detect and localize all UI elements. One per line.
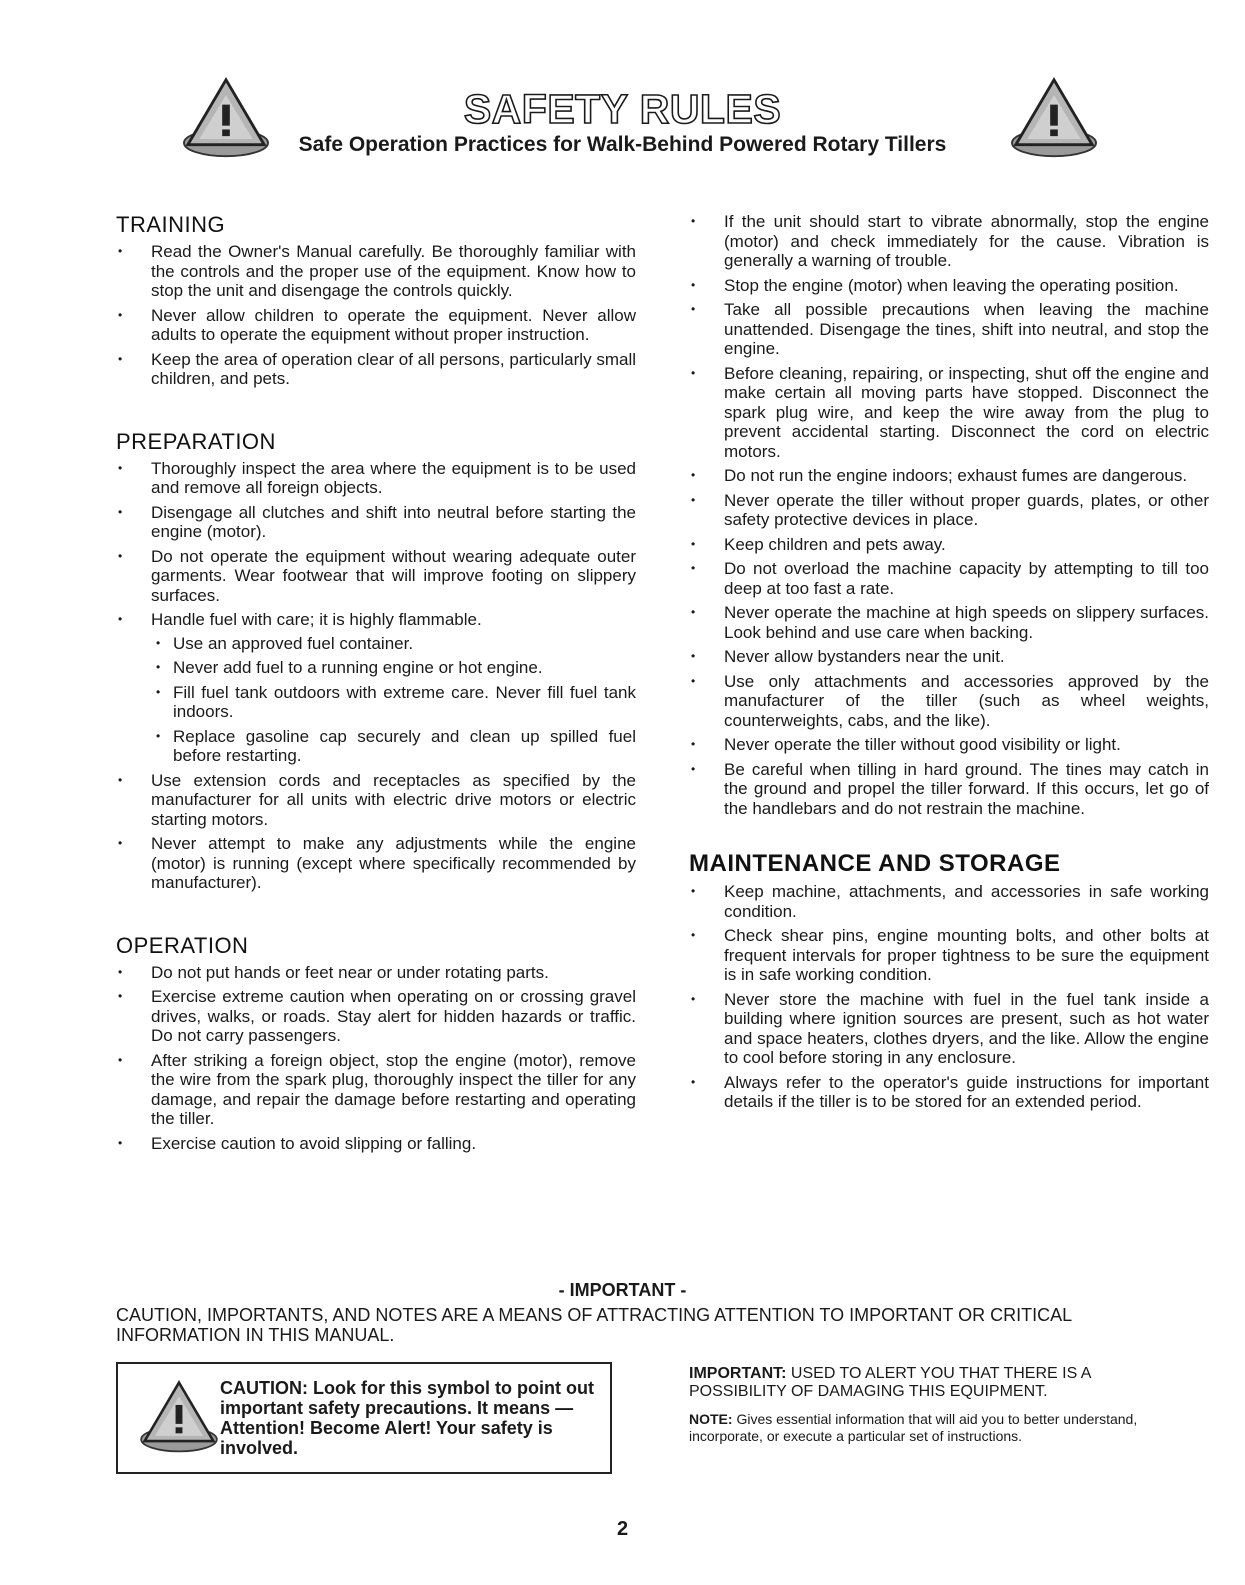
list-item: • Read the Owner's Manual carefully. Be thoroughly familiar with the controls and the proper use of the equipment. Know how to stop the unit and disengage the controls quickly.: [116, 242, 636, 301]
maintenance-section: [689, 850, 1209, 1112]
list-item: • Before cleaning, repairing, or inspecting, shut off the engine and make certain all moving parts have stopped. Disconnect the spark plug wire, and keep the wire away from the plug to prevent accidental starting. Disconnect the cord on electric motors.: [689, 364, 1209, 462]
list-item-text: Handle fuel with care; it is highly flammable.: [151, 610, 482, 629]
maintenance-heading: MAINTENANCE AND STORAGE: [689, 850, 1061, 877]
caution-box: [116, 1362, 612, 1474]
right-column: [689, 212, 1209, 1138]
important-note-text: USED TO ALERT YOU THAT THERE IS A POSSIBILITY OF DAMAGING THIS EQUIPMENT.: [689, 1365, 1091, 1400]
list-item: • After striking a foreign object, stop the engine (motor), remove the wire from the spark plug, thoroughly inspect the tiller for any damage, and repair the damage before restarting and operating the tiller.: [116, 1051, 636, 1129]
preparation-section: [116, 429, 636, 893]
left-column: [116, 212, 636, 1179]
preparation-heading: PREPARATION: [116, 428, 276, 454]
page-header: [0, 70, 1245, 170]
notes-block: [689, 1365, 1189, 1455]
page-title: SAFETY RULES: [463, 86, 782, 132]
warning-triangle-icon: [136, 1378, 222, 1456]
list-item: • Exercise caution to avoid slipping or falling.: [116, 1134, 636, 1154]
sub-list-item: • Replace gasoline cap securely and clean up spilled fuel before restarting.: [151, 727, 636, 766]
list-item: • Use only attachments and accessories approved by the manufacturer of the tiller (such as wheel weights, counterweights, cabs, and the like).: [689, 672, 1209, 731]
sub-list-item: • Fill fuel tank outdoors with extreme care. Never fill fuel tank indoors.: [151, 683, 636, 722]
important-body: CAUTION, IMPORTANTS, AND NOTES ARE A MEANS OF ATTRACTING ATTENTION TO IMPORTANT OR CRITICAL INFORMATION IN THIS MANUAL.: [116, 1305, 1072, 1345]
list-item: • Do not run the engine indoors; exhaust fumes are dangerous.: [689, 466, 1209, 486]
list-item: • Never allow children to operate the equipment. Never allow adults to operate the equipment without proper instruction.: [116, 306, 636, 345]
list-item: • Be careful when tilling in hard ground. The tines may catch in the ground and propel the tiller forward. If this occurs, let go of the handlebars and do not restrain the machine.: [689, 760, 1209, 819]
list-item: • Thoroughly inspect the area where the equipment is to be used and remove all foreign objects.: [116, 459, 636, 498]
operation-section: [116, 933, 636, 1154]
warning-triangle-icon: [1006, 76, 1102, 160]
list-item: • Never allow bystanders near the unit.: [689, 647, 1209, 667]
list-item: • Never attempt to make any adjustments while the engine (motor) is running (except where specifically recommended by manufacturer).: [116, 834, 636, 893]
page-number: 2: [616, 1518, 629, 1540]
training-section: [116, 212, 636, 389]
list-item: • Exercise extreme caution when operating on or crossing gravel drives, walks, or roads. Stay alert for hidden hazards or traffic. Do not carry passengers.: [116, 987, 636, 1046]
caution-text: CAUTION: Look for this symbol to point out important safety precautions. It means —Attention! Become Alert! Your safety is involved.: [220, 1378, 594, 1458]
list-item: • Check shear pins, engine mounting bolts, and other bolts at frequent intervals for proper tightness to be sure the equipment is in safe working condition.: [689, 926, 1209, 985]
important-note: [689, 1365, 1189, 1401]
note-label: NOTE:: [689, 1411, 733, 1427]
operation-heading: OPERATION: [116, 932, 249, 958]
note-text: Gives essential information that will aid you to better understand, incorporate, or execute a particular set of instructions.: [689, 1411, 1138, 1444]
list-item: • Never store the machine with fuel in the fuel tank inside a building where ignition sources are present, such as hot water and space heaters, clothes dryers, and the like. Allow the engine to cool before storing in any enclosure.: [689, 990, 1209, 1068]
list-item: • Never operate the tiller without proper guards, plates, or other safety protective devices in place.: [689, 491, 1209, 530]
note: [689, 1411, 1189, 1445]
sub-list-item: • Never add fuel to a running engine or hot engine.: [151, 658, 636, 678]
important-note-label: IMPORTANT:: [689, 1365, 787, 1382]
list-item: • Always refer to the operator's guide instructions for important details if the tiller is to be stored for an extended period.: [689, 1073, 1209, 1112]
list-item: • Use extension cords and receptacles as specified by the manufacturer for all units with electric drive motors or electric starting motors.: [116, 771, 636, 830]
list-item: • Keep children and pets away.: [689, 535, 1209, 555]
list-item: • Keep the area of operation clear of all persons, particularly small children, and pets.: [116, 350, 636, 389]
list-item: • Do not put hands or feet near or under rotating parts.: [116, 963, 636, 983]
sub-list-item: • Use an approved fuel container.: [151, 634, 636, 654]
list-item: • If the unit should start to vibrate abnormally, stop the engine (motor) and check immediately for the cause. Vibration is generally a warning of trouble.: [689, 212, 1209, 271]
operation-continued-section: [689, 212, 1209, 818]
list-item: • Never operate the tiller without good visibility or light.: [689, 735, 1209, 755]
training-heading: TRAINING: [116, 212, 226, 237]
list-item: • Stop the engine (motor) when leaving the operating position.: [689, 276, 1209, 296]
list-item: • Never operate the machine at high speeds on slippery surfaces. Look behind and use care when backing.: [689, 603, 1209, 642]
page-subtitle: Safe Operation Practices for Walk-Behind Powered Rotary Tillers: [298, 133, 947, 156]
list-item: • Do not operate the equipment without wearing adequate outer garments. Wear footwear that will improve footing on slippery surfaces.: [116, 547, 636, 606]
list-item: [116, 610, 636, 766]
important-heading: - IMPORTANT -: [558, 1280, 687, 1300]
list-item: • Take all possible precautions when leaving the machine unattended. Disengage the tines, shift into neutral, and stop the engine.: [689, 300, 1209, 359]
list-item: • Do not overload the machine capacity by attempting to till too deep at too fast a rate.: [689, 559, 1209, 598]
list-item: • Disengage all clutches and shift into neutral before starting the engine (motor).: [116, 503, 636, 542]
list-item: • Keep machine, attachments, and accessories in safe working condition.: [689, 882, 1209, 921]
